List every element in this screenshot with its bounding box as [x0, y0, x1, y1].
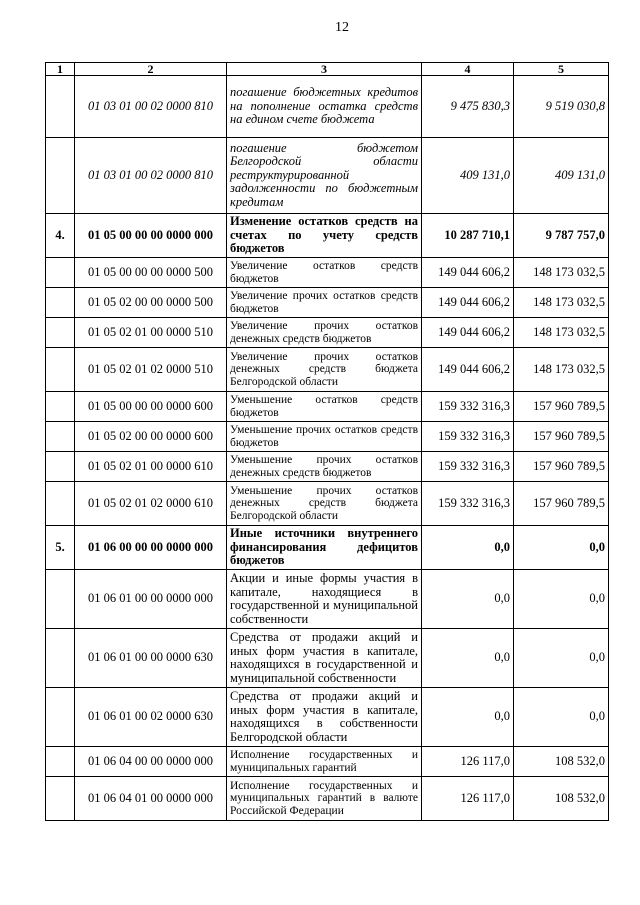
table-row: [46, 688, 609, 747]
source-code: 01 05 02 00 00 0000 600: [75, 422, 227, 452]
amount-col-5: 157 960 789,5: [514, 422, 609, 452]
column-header-5: 5: [514, 63, 609, 76]
table-row: [46, 629, 609, 688]
table-row: [46, 747, 609, 777]
table-row: [46, 318, 609, 348]
source-name: Средства от продажи акций и иных форм участия в капитале, находящихся в государственной и муниципальной собственности: [227, 629, 422, 688]
row-number: [46, 138, 75, 214]
table-row: [46, 288, 609, 318]
amount-col-4: 0,0: [422, 526, 514, 570]
column-header-4: 4: [422, 63, 514, 76]
source-name: Исполнение государственных и муниципальных гарантий: [227, 747, 422, 777]
row-number: [46, 777, 75, 821]
table-row: [46, 526, 609, 570]
amount-col-4: 159 332 316,3: [422, 452, 514, 482]
amount-col-4: 126 117,0: [422, 777, 514, 821]
amount-col-5: 157 960 789,5: [514, 452, 609, 482]
table-row: [46, 392, 609, 422]
amount-col-5: 9 519 030,8: [514, 76, 609, 138]
source-name: Увеличение прочих остатков денежных средств бюджетов: [227, 318, 422, 348]
source-name: Иные источники внутреннего финансирования дефицитов бюджетов: [227, 526, 422, 570]
table-row: [46, 570, 609, 629]
source-code: 01 03 01 00 02 0000 810: [75, 76, 227, 138]
source-code: 01 05 02 00 00 0000 500: [75, 288, 227, 318]
column-header-3: 3: [227, 63, 422, 76]
source-code: 01 06 01 00 00 0000 000: [75, 570, 227, 629]
amount-col-4: 149 044 606,2: [422, 288, 514, 318]
row-number: [46, 482, 75, 526]
source-code: 01 05 02 01 00 0000 510: [75, 318, 227, 348]
amount-col-5: 0,0: [514, 570, 609, 629]
amount-col-4: 10 287 710,1: [422, 214, 514, 258]
row-number: [46, 348, 75, 392]
budget-sources-table: [45, 62, 609, 821]
amount-col-4: 149 044 606,2: [422, 348, 514, 392]
source-name: Уменьшение остатков средств бюджетов: [227, 392, 422, 422]
source-name: Увеличение прочих остатков средств бюджетов: [227, 288, 422, 318]
source-name: погашение бюджетом Белгородской области реструктурированной задолженности по бюджетным кредитам: [227, 138, 422, 214]
table-row: [46, 138, 609, 214]
row-number: [46, 422, 75, 452]
page-number: 12: [335, 20, 349, 35]
amount-col-5: 108 532,0: [514, 747, 609, 777]
amount-col-4: 9 475 830,3: [422, 76, 514, 138]
row-number: 4.: [46, 214, 75, 258]
source-name: Уменьшение прочих остатков денежных средств бюджета Белгородской области: [227, 482, 422, 526]
source-code: 01 03 01 00 02 0000 810: [75, 138, 227, 214]
table-row: [46, 482, 609, 526]
amount-col-4: 149 044 606,2: [422, 318, 514, 348]
row-number: 5.: [46, 526, 75, 570]
row-number: [46, 258, 75, 288]
amount-col-5: 148 173 032,5: [514, 318, 609, 348]
table-row: [46, 76, 609, 138]
amount-col-4: 409 131,0: [422, 138, 514, 214]
source-code: 01 05 00 00 00 0000 000: [75, 214, 227, 258]
source-code: 01 05 02 01 00 0000 610: [75, 452, 227, 482]
table-header-row: [46, 63, 609, 76]
source-code: 01 06 01 00 02 0000 630: [75, 688, 227, 747]
source-code: 01 06 04 01 00 0000 000: [75, 777, 227, 821]
amount-col-4: 159 332 316,3: [422, 392, 514, 422]
row-number: [46, 747, 75, 777]
source-code: 01 06 00 00 00 0000 000: [75, 526, 227, 570]
amount-col-5: 0,0: [514, 526, 609, 570]
source-name: Средства от продажи акций и иных форм участия в капитале, находящихся в собственности Белгородской области: [227, 688, 422, 747]
amount-col-5: 108 532,0: [514, 777, 609, 821]
source-name: погашение бюджетных кредитов на пополнение остатка средств на едином счете бюджета: [227, 76, 422, 138]
amount-col-5: 148 173 032,5: [514, 288, 609, 318]
table-row: [46, 348, 609, 392]
amount-col-5: 0,0: [514, 629, 609, 688]
amount-col-4: 149 044 606,2: [422, 258, 514, 288]
row-number: [46, 288, 75, 318]
row-number: [46, 392, 75, 422]
amount-col-5: 148 173 032,5: [514, 258, 609, 288]
row-number: [46, 318, 75, 348]
source-name: Изменение остатков средств на счетах по учету средств бюджетов: [227, 214, 422, 258]
source-code: 01 06 01 00 00 0000 630: [75, 629, 227, 688]
row-number: [46, 629, 75, 688]
amount-col-5: 9 787 757,0: [514, 214, 609, 258]
amount-col-5: 0,0: [514, 688, 609, 747]
source-name: Уменьшение прочих остатков средств бюджетов: [227, 422, 422, 452]
source-name: Увеличение прочих остатков денежных средств бюджета Белгородской области: [227, 348, 422, 392]
amount-col-4: 0,0: [422, 688, 514, 747]
amount-col-5: 148 173 032,5: [514, 348, 609, 392]
row-number: [46, 688, 75, 747]
row-number: [46, 452, 75, 482]
amount-col-4: 159 332 316,3: [422, 422, 514, 452]
source-name: Увеличение остатков средств бюджетов: [227, 258, 422, 288]
source-code: 01 05 00 00 00 0000 500: [75, 258, 227, 288]
row-number: [46, 76, 75, 138]
column-header-1: 1: [46, 63, 75, 76]
source-code: 01 05 02 01 02 0000 510: [75, 348, 227, 392]
row-number: [46, 570, 75, 629]
source-code: 01 05 02 01 02 0000 610: [75, 482, 227, 526]
table-row: [46, 214, 609, 258]
table-row: [46, 452, 609, 482]
source-code: 01 06 04 00 00 0000 000: [75, 747, 227, 777]
source-name: Исполнение государственных и муниципальных гарантий в валюте Российской Федерации: [227, 777, 422, 821]
amount-col-5: 157 960 789,5: [514, 482, 609, 526]
column-header-2: 2: [75, 63, 227, 76]
amount-col-5: 157 960 789,5: [514, 392, 609, 422]
table-row: [46, 422, 609, 452]
amount-col-4: 159 332 316,3: [422, 482, 514, 526]
table-row: [46, 258, 609, 288]
amount-col-4: 0,0: [422, 570, 514, 629]
amount-col-5: 409 131,0: [514, 138, 609, 214]
table-row: [46, 777, 609, 821]
source-name: Уменьшение прочих остатков денежных средств бюджетов: [227, 452, 422, 482]
source-code: 01 05 00 00 00 0000 600: [75, 392, 227, 422]
source-name: Акции и иные формы участия в капитале, находящиеся в государственной и муниципальной собственности: [227, 570, 422, 629]
amount-col-4: 0,0: [422, 629, 514, 688]
amount-col-4: 126 117,0: [422, 747, 514, 777]
